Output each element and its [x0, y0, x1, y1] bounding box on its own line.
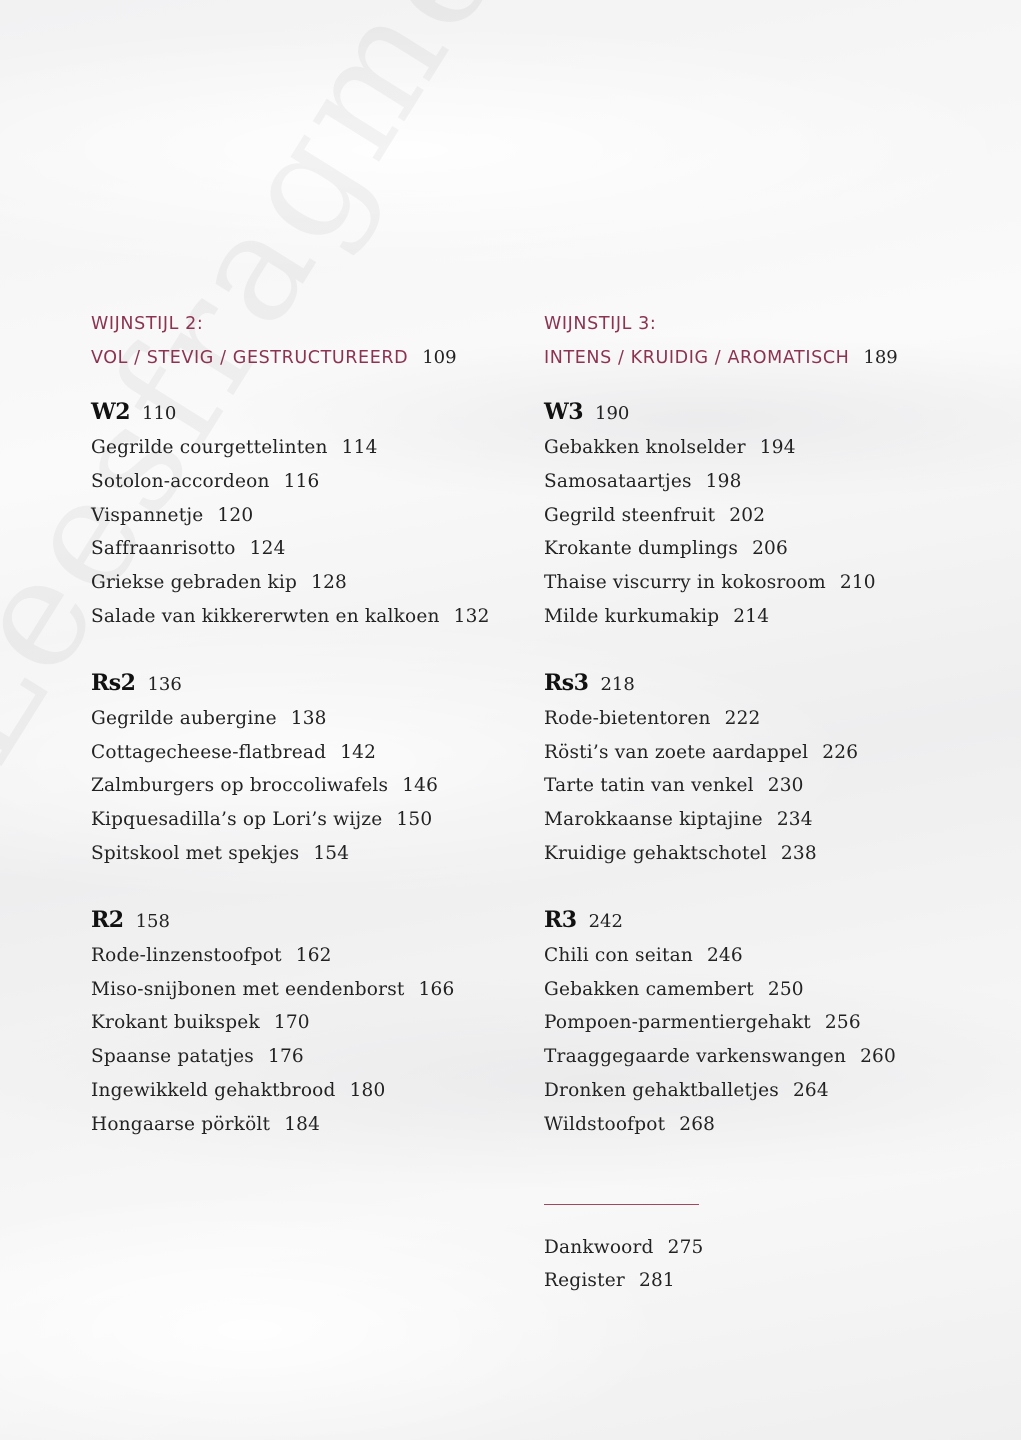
section-code: W3	[544, 399, 584, 425]
toc-entry-title: Hongaarse pörkölt	[91, 1113, 271, 1135]
toc-entry-title: Gegrilde courgettelinten	[91, 437, 328, 458]
toc-entry-title: Dankwoord	[544, 1236, 654, 1258]
toc-entry[interactable]	[544, 939, 984, 973]
toc-entry-page: 180	[349, 1079, 386, 1101]
toc-entry-title: Griekse gebraden kip	[91, 572, 298, 594]
toc-entry[interactable]	[91, 499, 531, 533]
section-page-number: 110	[142, 403, 177, 424]
toc-entry[interactable]	[91, 532, 531, 566]
toc-section-rs3	[544, 666, 984, 871]
toc-entry-title: Spaanse patatjes	[91, 1046, 254, 1068]
toc-entry-page: 275	[667, 1236, 704, 1258]
toc-entry-page: 176	[267, 1046, 304, 1068]
toc-entry-page: 166	[418, 978, 455, 1000]
toc-entry[interactable]	[544, 1231, 984, 1265]
toc-entry-page: 194	[759, 437, 796, 458]
toc-entry[interactable]	[91, 465, 531, 499]
section-page-number: 190	[595, 403, 630, 424]
toc-entry[interactable]	[544, 736, 984, 770]
toc-entry-title: Milde kurkumakip	[544, 605, 720, 627]
toc-entry-page: 114	[341, 437, 378, 458]
toc-entry[interactable]	[91, 702, 531, 736]
toc-entry[interactable]	[91, 431, 531, 465]
toc-entry-title: Rode-bietentoren	[544, 707, 711, 729]
toc-entry[interactable]	[544, 803, 984, 837]
toc-entry[interactable]	[544, 431, 984, 465]
toc-entry[interactable]	[91, 1006, 531, 1040]
toc-entry[interactable]	[544, 769, 984, 803]
toc-entry-page: 162	[295, 944, 332, 966]
toc-entry-page: 264	[792, 1079, 829, 1101]
toc-entry-page: 184	[284, 1113, 321, 1135]
toc-entry-title: Spitskool met spekjes	[91, 842, 300, 864]
section-page-number: 242	[588, 910, 623, 932]
toc-section-w2	[91, 395, 531, 634]
toc-entry[interactable]	[544, 837, 984, 871]
toc-entry-title: Register	[544, 1270, 625, 1292]
toc-entry-page: 132	[453, 605, 490, 627]
toc-entry[interactable]	[544, 702, 984, 736]
toc-entry-title: Dronken gehaktballetjes	[544, 1079, 779, 1101]
toc-entry-title: Pompoen-parmentiergehakt	[544, 1012, 811, 1034]
toc-entry[interactable]	[91, 973, 531, 1007]
toc-entry-title: Zalmburgers op broccoliwafels	[91, 775, 389, 797]
toc-entry[interactable]	[544, 600, 984, 634]
toc-entry[interactable]	[544, 1108, 984, 1142]
toc-entry-page: 120	[217, 504, 254, 526]
chapter-page-number: 189	[863, 347, 898, 368]
toc-entry[interactable]	[544, 532, 984, 566]
toc-entry-title: Kipquesadilla’s op Lori’s wijze	[91, 809, 383, 831]
toc-entry-page: 154	[313, 842, 350, 864]
toc-entry-page: 138	[290, 707, 327, 729]
toc-entry-title: Krokante dumplings	[544, 538, 739, 560]
toc-entry-page: 124	[249, 538, 286, 560]
toc-entry[interactable]	[91, 939, 531, 973]
toc-entry[interactable]	[91, 1074, 531, 1108]
toc-entry-page: 116	[283, 470, 320, 492]
toc-section-r3	[544, 903, 984, 1142]
toc-entry[interactable]	[544, 973, 984, 1007]
toc-entry[interactable]	[544, 1074, 984, 1108]
toc-entry[interactable]	[544, 1264, 984, 1298]
chapter-heading	[544, 308, 984, 375]
toc-entry-title: Salade van kikkererwten en kalkoen	[91, 605, 440, 627]
toc-entry-title: Kruidige gehaktschotel	[544, 842, 767, 864]
toc-column-wijnstijl-3	[544, 308, 984, 1298]
toc-entry-page: 256	[824, 1012, 861, 1034]
toc-entry[interactable]	[91, 600, 531, 634]
section-page-number: 136	[147, 673, 182, 695]
toc-entry[interactable]	[91, 1040, 531, 1074]
toc-entry[interactable]	[544, 1006, 984, 1040]
section-code: R2	[91, 906, 124, 933]
toc-entry-page: 146	[402, 775, 439, 797]
toc-entry-title: Sotolon-accordeon	[91, 470, 270, 492]
toc-section-w3	[544, 395, 984, 634]
toc-entry[interactable]	[544, 566, 984, 600]
section-code: Rs3	[544, 669, 589, 696]
toc-entry-title: Ingewikkeld gehaktbrood	[91, 1079, 336, 1101]
toc-entry-page: 234	[776, 809, 813, 831]
toc-entry-title: Rösti’s van zoete aardappel	[544, 741, 809, 763]
toc-entry-page: 210	[839, 572, 876, 594]
toc-entry[interactable]	[91, 736, 531, 770]
toc-entry[interactable]	[91, 566, 531, 600]
toc-entry-page: 250	[767, 978, 804, 1000]
toc-entry-page: 268	[679, 1113, 716, 1135]
toc-entry-page: 281	[638, 1270, 675, 1292]
toc-entry[interactable]	[544, 499, 984, 533]
toc-section-r2	[91, 903, 531, 1142]
toc-entry-page: 222	[724, 707, 761, 729]
toc-entry-page: 202	[729, 504, 766, 526]
toc-column-wijnstijl-2	[91, 308, 531, 1142]
chapter-heading-line2: VOL / STEVIG / GESTRUCTUREERD	[91, 348, 409, 368]
toc-entry-title: Gebakken knolselder	[544, 437, 746, 458]
section-code: R3	[544, 906, 577, 933]
toc-entry-title: Traaggegaarde varkenswangen	[544, 1046, 847, 1068]
toc-entry[interactable]	[91, 769, 531, 803]
section-page-number: 218	[600, 673, 635, 695]
toc-entry-page: 226	[822, 741, 859, 763]
section-page-number: 158	[135, 910, 170, 932]
toc-entry[interactable]	[91, 837, 531, 871]
chapter-page-number: 109	[422, 347, 457, 368]
toc-entry-title: Thaise viscurry in kokosroom	[544, 572, 826, 594]
toc-entry-page: 206	[752, 538, 788, 560]
toc-entry-page: 214	[733, 605, 770, 627]
toc-entry-page: 238	[780, 842, 817, 864]
toc-entry-title: Saffraanrisotto	[91, 538, 236, 560]
section-code: Rs2	[91, 669, 136, 696]
toc-entry[interactable]	[544, 465, 984, 499]
toc-entry-page: 230	[767, 775, 804, 797]
toc-entry-page: 170	[273, 1012, 310, 1034]
chapter-heading-line1: WIJNSTIJL 2:	[91, 314, 204, 334]
toc-entry[interactable]	[91, 803, 531, 837]
toc-entry-title: Wildstoofpot	[544, 1113, 666, 1135]
toc-entry-title: Samosataartjes	[544, 470, 692, 492]
toc-entry[interactable]	[544, 1040, 984, 1074]
toc-entry-title: Miso-snijbonen met eendenborst	[91, 978, 405, 1000]
toc-entry-page: 142	[340, 741, 377, 763]
section-code: W2	[91, 399, 131, 425]
chapter-heading-line2: INTENS / KRUIDIG / AROMATISCH	[544, 348, 850, 368]
toc-entry[interactable]	[91, 1108, 531, 1142]
toc-entry-page: 150	[396, 809, 433, 831]
toc-section-rs2	[91, 666, 531, 871]
toc-entry-page: 128	[311, 572, 348, 594]
toc-entry-title: Vispannetje	[91, 504, 204, 526]
toc-entry-title: Tarte tatin van venkel	[544, 775, 754, 797]
toc-entry-title: Gegrilde aubergine	[91, 707, 277, 729]
toc-entry-title: Chili con seitan	[544, 944, 693, 966]
toc-entry-title: Gebakken camembert	[544, 978, 754, 1000]
toc-entry-title: Gegrild steenfruit	[544, 504, 716, 526]
toc-entry-title: Krokant buikspek	[91, 1012, 260, 1034]
toc-entry-title: Marokkaanse kiptajine	[544, 809, 763, 831]
toc-entry-page: 198	[705, 470, 742, 492]
divider-rule	[544, 1204, 699, 1205]
toc-entry-title: Rode-linzenstoofpot	[91, 944, 282, 966]
chapter-heading	[91, 308, 531, 375]
toc-entry-title: Cottagecheese-flatbread	[91, 741, 327, 763]
toc-entry-page: 246	[706, 944, 743, 966]
backmatter-list	[544, 1231, 984, 1299]
toc-entry-page: 260	[860, 1046, 896, 1068]
chapter-heading-line1: WIJNSTIJL 3:	[544, 314, 657, 334]
